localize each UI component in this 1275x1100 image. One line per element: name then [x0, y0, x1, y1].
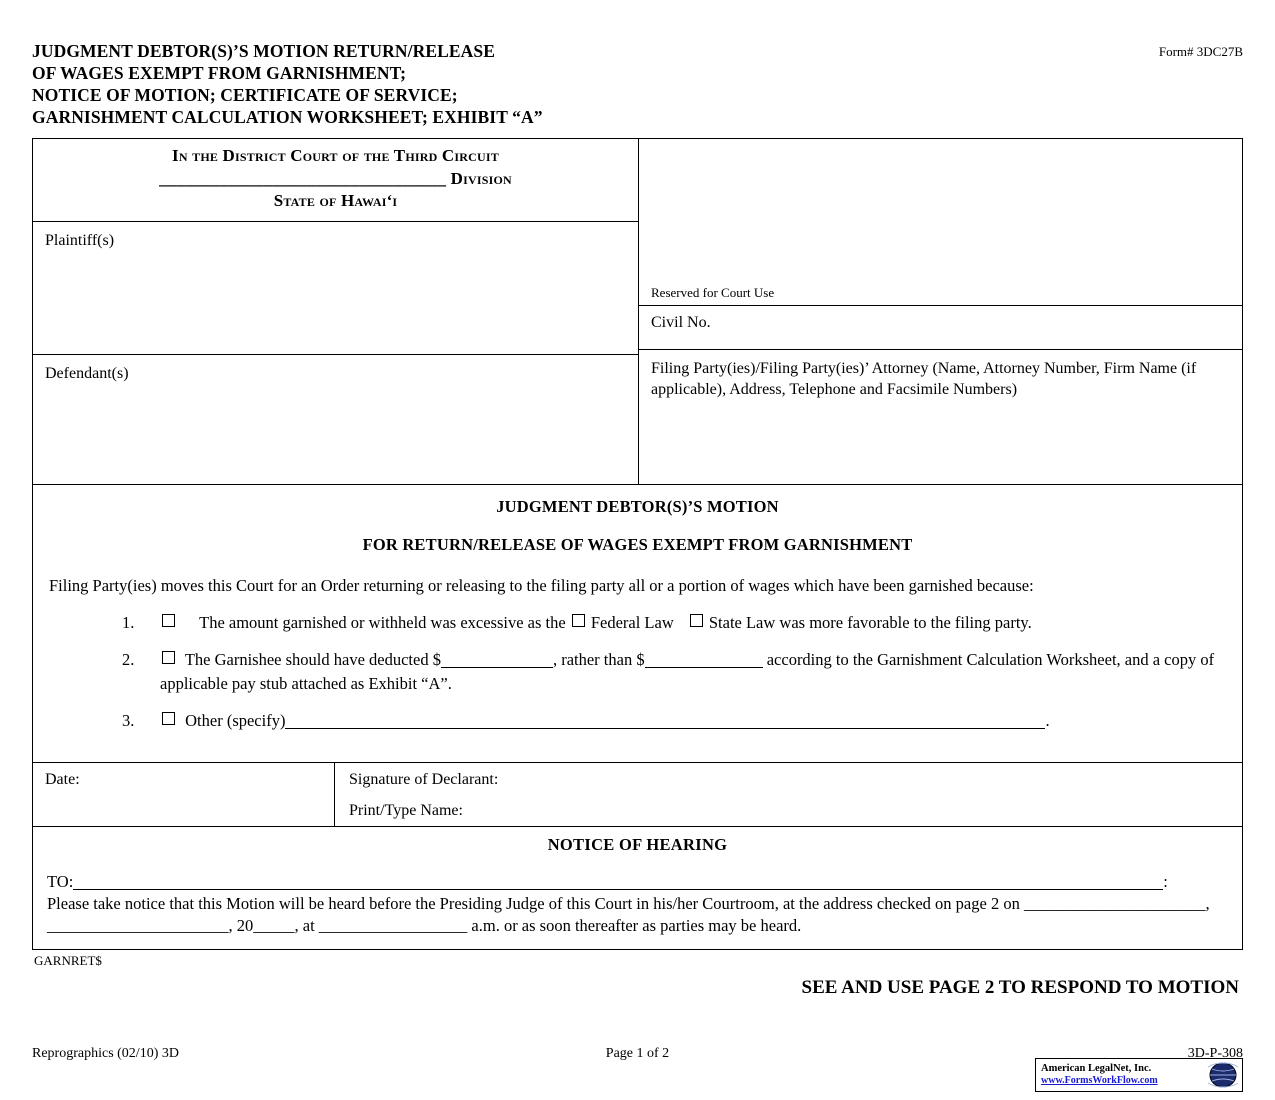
motion-item-2 — [47, 648, 1228, 695]
stamp-website-link[interactable]: www.FormsWorkFlow.com — [1041, 1075, 1158, 1087]
item-1-text-b: was more favorable to the filing party. — [779, 612, 1032, 632]
print-type-name-field[interactable] — [349, 802, 1242, 820]
print-name-label: Print/Type Name: — [349, 802, 463, 820]
plaintiff-label: Plaintiff(s) — [45, 231, 115, 249]
item-3-text-a: Other (specify) — [185, 711, 286, 731]
caption-block — [32, 138, 1243, 484]
defendant-label: Defendant(s) — [45, 364, 129, 382]
caption-right-column — [639, 139, 1242, 483]
court-name: In the District Court of the Third Circuit — [172, 146, 499, 166]
item-1-number: 1. — [122, 612, 135, 632]
defendant-field[interactable] — [33, 355, 638, 484]
footer-doc-code: 3D-P-308 — [1187, 1046, 1243, 1061]
motion-subtitle: FOR RETURN/RELEASE OF WAGES EXEMPT FROM GARNISHMENT — [362, 534, 913, 554]
title-line-2: OF WAGES EXEMPT FROM GARNISHMENT; — [32, 63, 407, 84]
stamp-text — [1036, 1063, 1206, 1087]
item-2-number: 2. — [122, 650, 135, 670]
date-field[interactable] — [33, 763, 335, 826]
date-label: Date: — [45, 771, 80, 789]
stamp-company-name: American LegalNet, Inc. — [1041, 1063, 1152, 1075]
item-3-number: 3. — [122, 711, 135, 731]
signature-of-declarant-field[interactable] — [349, 771, 1242, 789]
motion-items-list — [47, 611, 1228, 733]
title-line-3: NOTICE OF MOTION; CERTIFICATE OF SERVICE; — [32, 85, 458, 106]
notice-to-label: TO: — [47, 872, 74, 892]
amount-deducted-input[interactable] — [441, 667, 553, 668]
item-1-option-state: State Law — [708, 612, 776, 632]
globe-icon — [1206, 1060, 1240, 1090]
checkbox-item-1[interactable] — [162, 614, 175, 627]
reserved-for-court-use-area — [639, 139, 1242, 306]
signature-fields — [335, 763, 1242, 826]
reserved-label: Reserved for Court Use — [651, 285, 775, 301]
filing-party-label: Filing Party(ies)/Filing Party(ies)’ Attorney (Name, Attorney Number, Firm Name (if applicable), Address, Telephone and Facsimile Numbers) — [651, 360, 1197, 399]
item-3-text-b: . — [1045, 711, 1050, 731]
notice-body-text: Please take notice that this Motion will be heard before the Presiding Judge of this Court in his/her Courtroom, at the address checked on page 2 on ______________________, ______________________, 20_____, at __________________ a.m. or as soon thereafter as parties may be heard. — [47, 894, 1210, 935]
notice-to-colon: : — [1163, 872, 1168, 892]
american-legalnet-stamp — [1035, 1058, 1243, 1092]
item-2-text-c: according to the Garnishment Calculation Worksheet, and a copy of applicable pay stub attached as Exhibit “A”. — [160, 650, 1215, 693]
motion-intro-text: Filing Party(ies) moves this Court for an Order returning or releasing to the filing party all or a portion of wages which have been garnished because: — [49, 575, 1034, 595]
notice-to-input[interactable] — [73, 889, 1163, 890]
footer-reprographics: Reprographics (02/10) 3D — [32, 1046, 179, 1061]
item-2-text-b: , rather than $ — [552, 650, 645, 670]
title-line-1: JUDGMENT DEBTOR(S)’S MOTION RETURN/RELEASE — [32, 41, 496, 61]
footer-page-number: Page 1 of 2 — [605, 1046, 670, 1061]
notice-of-hearing-title: NOTICE OF HEARING — [547, 835, 728, 855]
motion-item-1 — [47, 611, 1228, 634]
garnrets-code: GARNRET$ — [34, 952, 102, 968]
item-3-body — [160, 709, 1228, 732]
item-1-body — [160, 611, 1228, 634]
motion-title: JUDGMENT DEBTOR(S)’S MOTION — [496, 496, 779, 516]
caption-left-column — [33, 139, 639, 483]
court-state: State of Hawaiʻi — [273, 191, 398, 211]
document-header — [32, 40, 1243, 128]
motion-item-3 — [47, 709, 1228, 732]
notice-to-line — [47, 871, 1228, 893]
checkbox-federal-law[interactable] — [572, 614, 585, 627]
item-2-text-a: The Garnishee should have deducted $ — [184, 650, 441, 670]
item-2-body — [160, 648, 1228, 695]
other-specify-input[interactable] — [285, 728, 1045, 729]
form-number: Form# 3DC27B — [1158, 44, 1243, 59]
checkbox-item-3[interactable] — [162, 712, 175, 725]
document-title — [32, 40, 543, 128]
title-line-4: GARNISHMENT CALCULATION WORKSHEET; EXHIBIT “A” — [32, 107, 543, 128]
item-1-option-federal: Federal Law — [590, 612, 674, 632]
see-page-2-note: SEE AND USE PAGE 2 TO RESPOND TO MOTION — [801, 976, 1239, 998]
court-division: _________________________________ Division — [159, 168, 512, 188]
notice-of-hearing-block — [32, 827, 1243, 949]
plaintiff-field[interactable] — [33, 222, 638, 355]
filing-party-field[interactable] — [639, 350, 1242, 483]
amount-rather-than-input[interactable] — [645, 667, 763, 668]
signature-strip — [32, 763, 1243, 827]
civil-number-label: Civil No. — [651, 314, 711, 332]
signature-label: Signature of Declarant: — [349, 771, 499, 789]
checkbox-state-law[interactable] — [690, 614, 703, 627]
motion-body — [32, 485, 1243, 764]
item-1-text-a: The amount garnished or withheld was excessive as the — [199, 612, 566, 632]
court-heading — [33, 139, 638, 221]
civil-number-field[interactable] — [639, 306, 1242, 350]
checkbox-item-2[interactable] — [162, 651, 175, 664]
